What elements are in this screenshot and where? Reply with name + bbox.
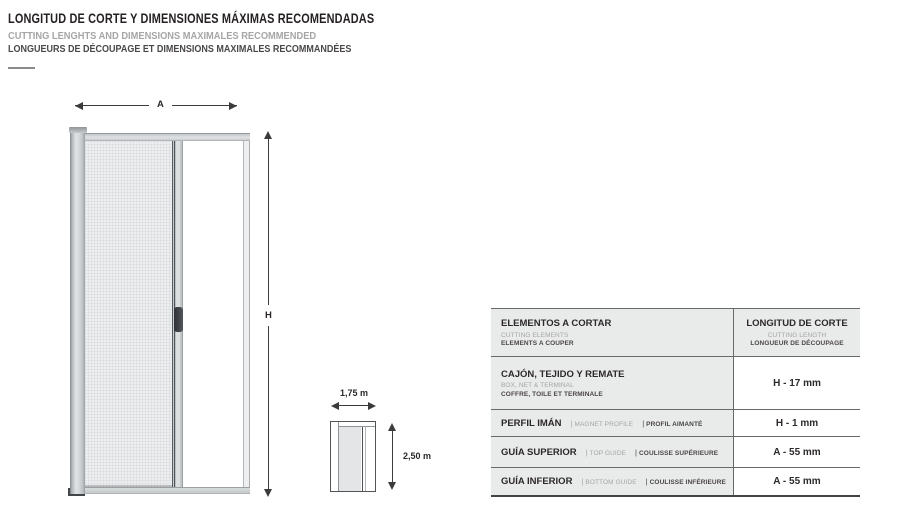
pull-handle [174,307,183,332]
mini-door-drawing [330,421,376,492]
row-name-cell [491,357,733,409]
arrowhead-left-icon [331,402,339,410]
row-name-en: BOX, NET & TERMINAL [501,382,574,389]
row-value: H - 1 mm [775,417,819,429]
cassette-foot [68,488,85,496]
row-name-cell [491,410,733,436]
row-value-cell [733,468,860,495]
top-guide-rail [85,133,250,141]
row-name-fr: PROFIL AIMANTÉ [646,420,703,428]
cutting-table [491,308,860,497]
table-row [491,357,860,410]
magnet-side-rail [243,141,250,487]
row-name-fr: COFFRE, TOILE ET TERMINALE [501,390,603,398]
row-name-fr: COULISSE INFÉRIEURE [649,479,726,486]
table-header-row [491,309,860,357]
page-title: LONGITUD DE CORTE Y DIMENSIONES MÁXIMAS RECOMENDADAS [8,10,375,26]
separator: | [645,477,648,486]
row-name-cell [491,437,733,467]
max-width-line [333,405,373,406]
width-dimension-label: A [149,99,172,110]
row-name-cell [491,468,733,495]
subtitle-en: CUTTING LENGHTS AND DIMENSIONS MAXIMALES RECOMMENDED [8,31,317,42]
separator: | [581,477,584,486]
row-name-en: MAGNET PROFILE [574,420,634,428]
mesh-panel [85,141,173,487]
mini-mesh-panel [339,427,361,491]
header-elements-es: ELEMENTOS A CORTAR [501,318,612,329]
arrowhead-down-icon [388,482,396,490]
header-length-fr: LONGUEUR DE DÉCOUPAGE [750,340,844,347]
separator: | [635,447,637,457]
header-length-en: CUTTING LENGTH [767,331,827,339]
mini-pull-bar [362,427,363,491]
arrowhead-down-icon [264,489,272,497]
row-value: H - 17 mm [773,377,821,389]
subtitle-fr: LONGUEURS DE DÉCOUPAGE ET DIMENSIONS MAXIMALES RECOMMANDÉES [8,44,352,55]
header-length-es: LONGITUD DE CORTE [746,318,848,329]
header-length-cell [733,309,860,356]
mini-pull-bar-highlight [365,427,366,491]
table-row [491,468,860,497]
table-row [491,410,860,437]
cassette-box-profile [70,127,85,496]
row-name-en: TOP GUIDE [589,449,627,457]
row-name-es: GUÍA INFERIOR [501,476,573,487]
row-name-en: BOTTOM GUIDE [585,479,637,486]
row-value-cell [733,357,860,409]
separator: | [585,447,588,457]
header-elements-fr: ELEMENTS A COUPER [501,340,574,347]
separator: | [570,418,573,428]
separator: | [642,418,645,428]
row-value-cell [733,410,860,436]
arrowhead-up-icon [264,131,272,139]
header-elements-cell [491,309,733,356]
arrowhead-right-icon [229,102,237,110]
row-name-es: PERFIL IMÁN [501,417,562,429]
row-value-cell [733,437,860,467]
row-value: A - 55 mm [773,446,821,458]
header-elements-en: CUTTING ELEMENTS [501,331,569,339]
max-height-label: 2,50 m [403,451,432,461]
row-value: A - 55 mm [773,476,821,487]
arrowhead-up-icon [388,423,396,431]
bottom-guide-rail [85,487,250,494]
title-rule [8,67,35,69]
height-dimension-label: H [263,305,274,326]
max-height-line [392,425,393,488]
max-width-label: 1,75 m [339,388,369,398]
row-name-es: GUÍA SUPERIOR [501,446,577,458]
row-name-fr: COULISSE SUPÉRIEURE [639,449,719,457]
page-header [8,10,478,69]
arrowhead-left-icon [75,102,83,110]
row-name-es: CAJÓN, TEJIDO Y REMATE [501,368,625,380]
table-row [491,437,860,468]
arrowhead-right-icon [368,402,376,410]
